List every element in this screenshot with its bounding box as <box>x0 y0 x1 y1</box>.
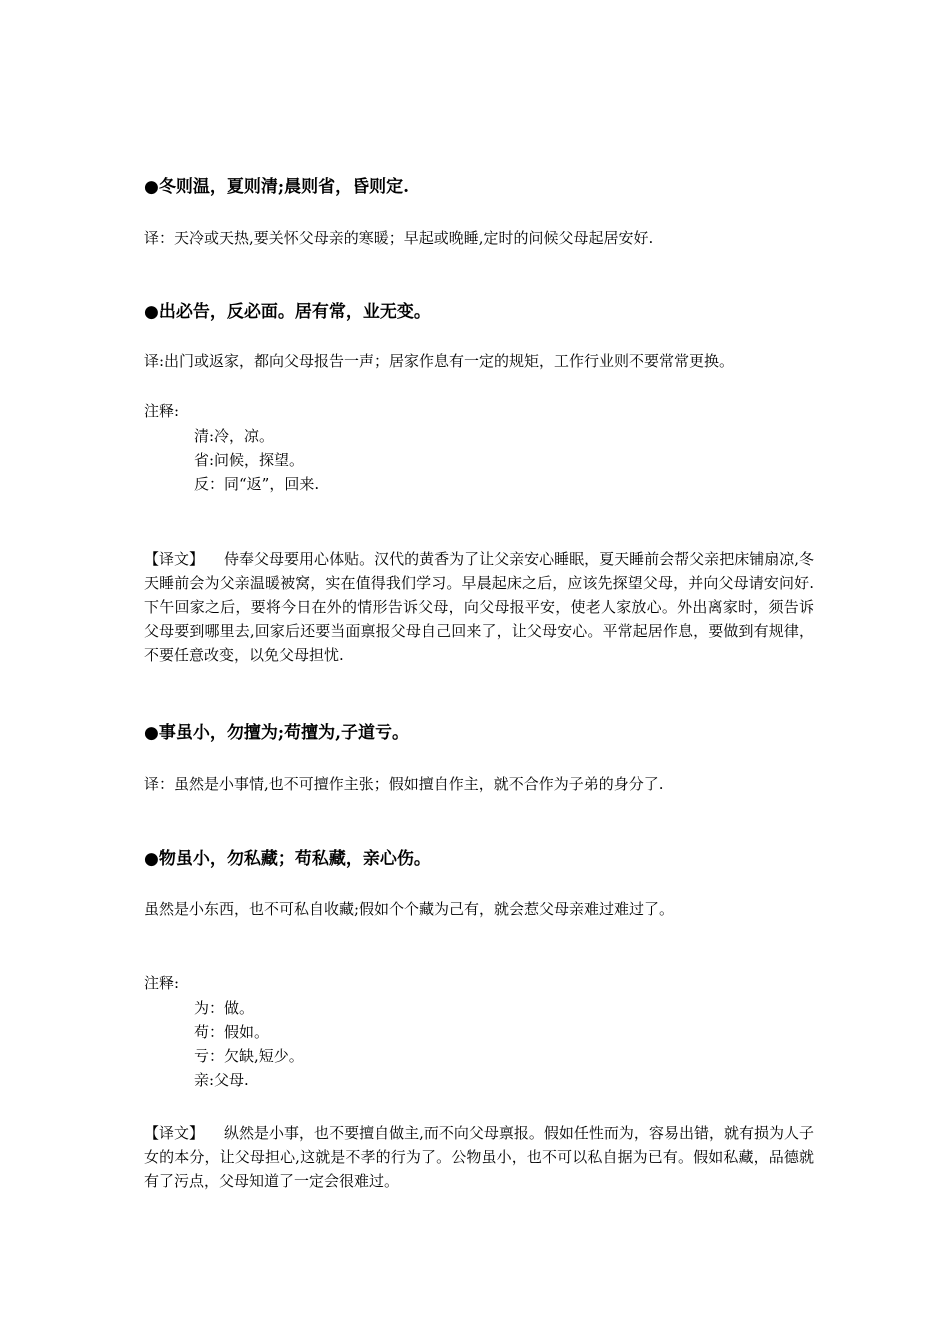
notes-list <box>194 424 319 496</box>
note-item: 亏：欠缺,短少。 <box>194 1047 304 1065</box>
verse-translation: 虽然是小东西，也不可私自收藏;假如个个藏为己有，就会惹父母亲难过难过了。 <box>144 900 675 918</box>
verse-translation: 译：虽然是小事情,也不可擅作主张；假如擅自作主，就不合作为子弟的身分了. <box>144 775 664 793</box>
notes-title: 注释: <box>144 974 180 992</box>
note-item: 亲:父母. <box>194 1071 249 1089</box>
translation-text: 侍奉父母要用心体贴。汉代的黄香为了让父亲安心睡眠，夏天睡前会帮父亲把床铺扇凉,冬天睡前会为父亲温暖被窝，实在值得我们学习。早晨起床之后，应该先探望父母，并向父母请安问好.下午回家之后，要将今日在外的情形告诉父母，向父母报平安，使老人家放心。外出离家时，须告诉父母要到哪里去,回家后还要当面禀报父母自己回来了，让父母安心。平常起居作息，要做到有规律，不要任意改变，以免父母担忧. <box>144 550 814 664</box>
note-item: 清:冷，凉。 <box>194 427 275 445</box>
translation-text: 纵然是小事，也不要擅自做主,而不向父母禀报。假如任性而为，容易出错，就有损为人子女的本分，让父母担心,这就是不孝的行为了。公物虽小，也不可以私自据为已有。假如私藏，品德就有了污点，父母知道了一定会很难过。 <box>144 1124 814 1190</box>
notes-title: 注释: <box>144 402 180 420</box>
notes-list <box>194 996 304 1092</box>
note-item: 反：同“返”，回来. <box>194 475 320 493</box>
translation-paragraph <box>144 547 814 667</box>
verse-heading: ●物虽小，勿私藏；苟私藏，亲心伤。 <box>144 849 431 869</box>
note-item: 省:问候，探望。 <box>194 451 305 469</box>
verse-heading: ●冬则温，夏则清;晨则省，昏则定. <box>144 177 410 197</box>
verse-heading: ●出必告，反必面。居有常，业无变。 <box>144 302 431 322</box>
translation-paragraph <box>144 1121 814 1193</box>
translation-label: 【译文】 <box>144 550 205 568</box>
note-item: 为：做。 <box>194 999 255 1017</box>
note-item: 苟：假如。 <box>194 1023 270 1041</box>
translation-label: 【译文】 <box>144 1124 205 1142</box>
verse-translation: 译:出门或返家，都向父母报告一声；居家作息有一定的规矩，工作行业则不要常常更换。 <box>144 352 735 370</box>
verse-translation: 译：天冷或天热,要关怀父母亲的寒暖；早起或晚睡,定时的问候父母起居安好. <box>144 229 654 247</box>
verse-heading: ●事虽小，勿擅为;苟擅为,子道亏。 <box>144 723 410 743</box>
